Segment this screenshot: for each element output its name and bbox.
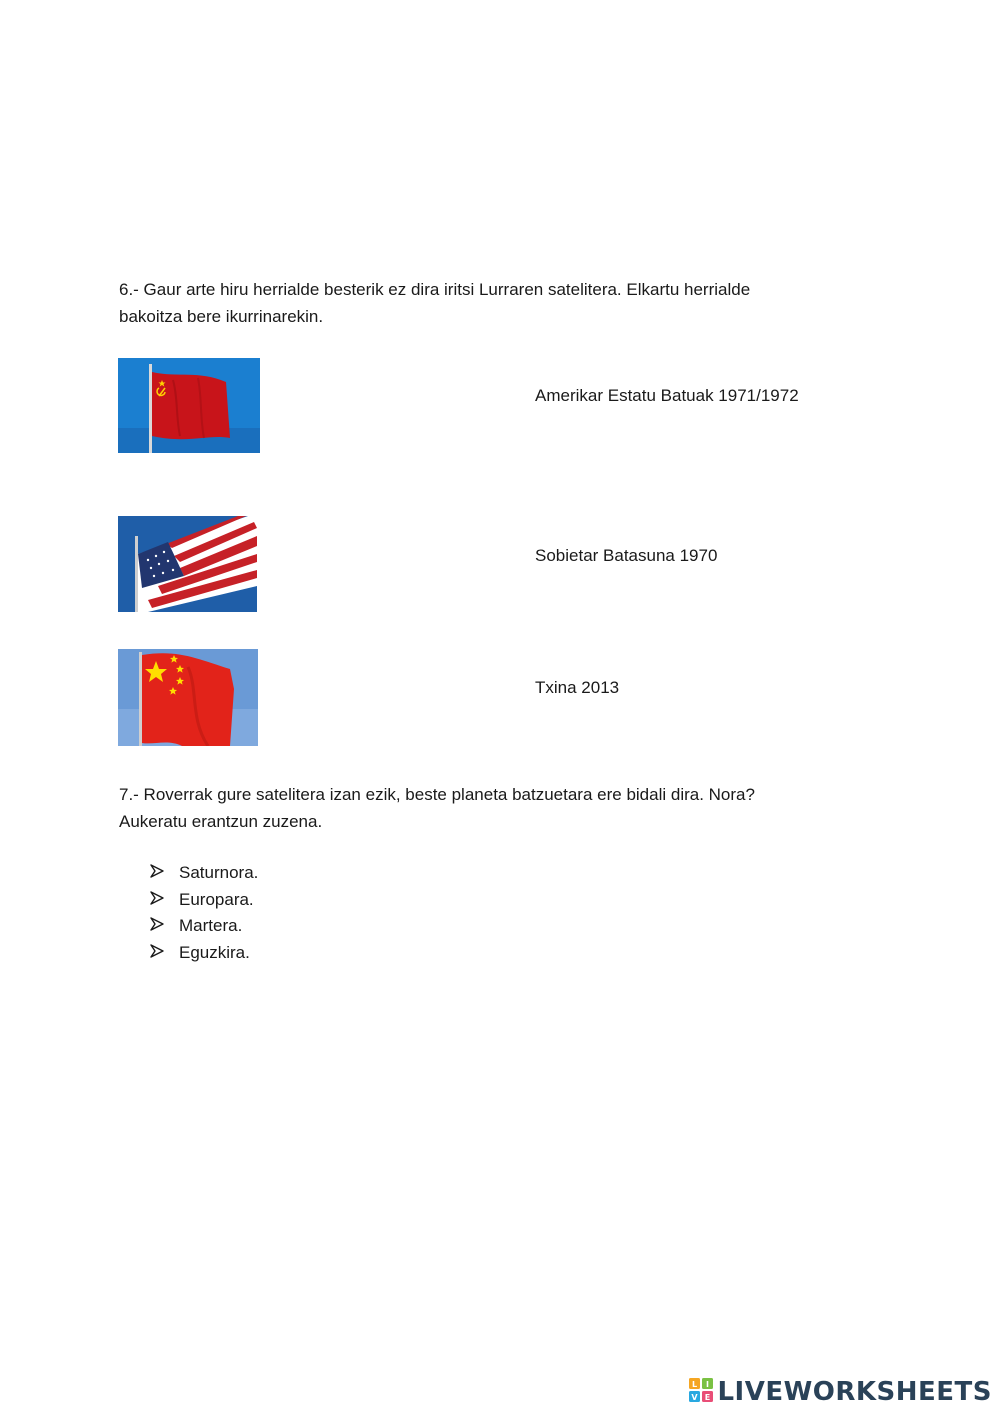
option-item[interactable]: Europara.	[150, 887, 258, 914]
country-label-1: Amerikar Estatu Batuak 1971/1972	[535, 386, 799, 405]
liveworksheets-logo	[689, 1377, 992, 1407]
country-label-2: Sobietar Batasuna 1970	[535, 546, 718, 565]
arrow-bullet-icon	[150, 943, 179, 963]
usa-flag-icon	[118, 516, 257, 612]
svg-text:E: E	[705, 1392, 711, 1402]
option-item[interactable]: Eguzkira.	[150, 940, 258, 967]
option-item[interactable]: Saturnora.	[150, 860, 258, 887]
option-item[interactable]: Martera.	[150, 913, 258, 940]
svg-text:I: I	[706, 1379, 710, 1389]
svg-text:L: L	[692, 1379, 698, 1389]
arrow-bullet-icon	[150, 890, 179, 910]
question-6-text: 6.- Gaur arte hiru herrialde besterik ez dira iritsi Lurraren satelitera. Elkartu herrialde bakoitza bere ikurrinarekin.	[119, 280, 751, 326]
china-flag-icon	[118, 649, 258, 746]
arrow-bullet-icon	[150, 863, 179, 883]
svg-text:V: V	[691, 1392, 699, 1402]
arrow-bullet-icon	[150, 916, 179, 936]
logo-text: LIVEWORKSHEETS	[717, 1377, 992, 1407]
soviet-flag-icon	[118, 358, 260, 453]
country-label-3: Txina 2013	[535, 678, 620, 697]
question-7-text: 7.- Roverrak gure satelitera izan ezik, beste planeta batzuetara ere bidali dira. Nora? Aukeratu erantzun zuzena.	[119, 785, 755, 831]
answer-options	[150, 860, 258, 966]
logo-tiles-icon	[689, 1378, 713, 1407]
